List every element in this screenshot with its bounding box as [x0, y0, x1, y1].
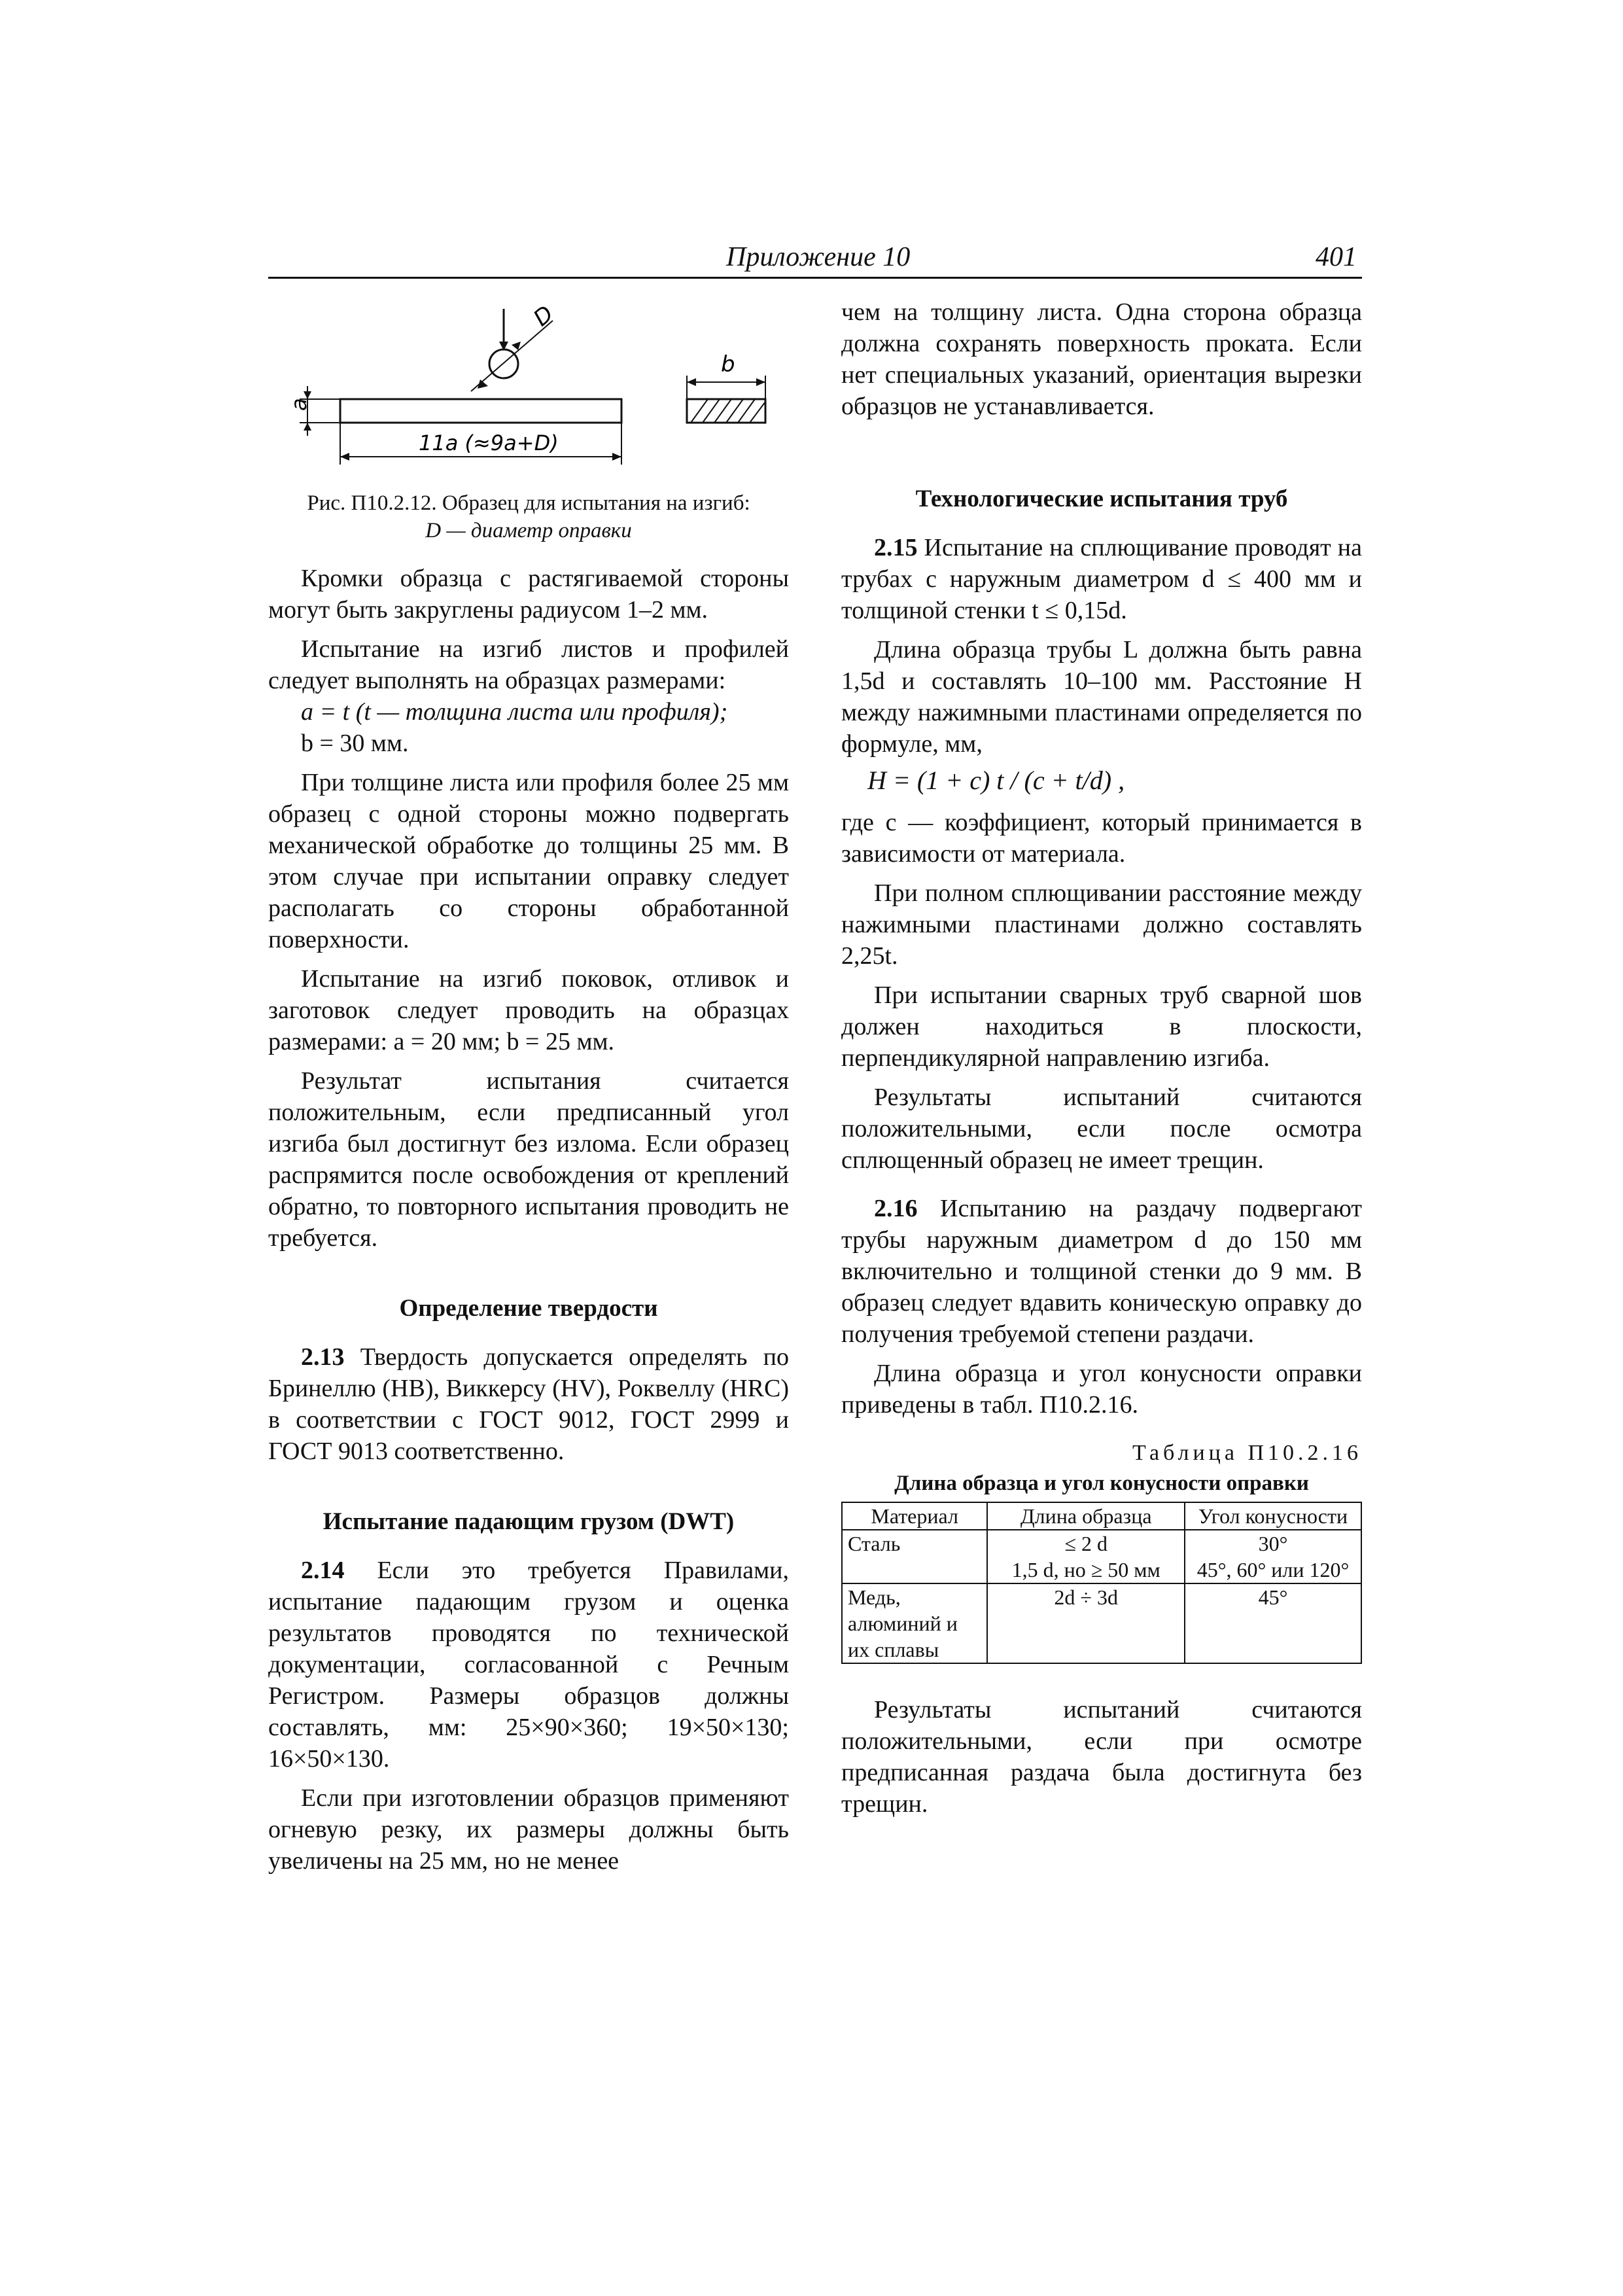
section-text: Если это требуется Правилами, испытание падающим грузом и оценка результатов проводятся по технической документации, согласованной с Речным Регистром. Размеры образцов должны составлять, мм: 25×90×360; 19×50×130; 16×50×130.: [268, 1557, 789, 1773]
table-cell: 1,5 d, но ≥ 50 мм: [987, 1557, 1185, 1583]
section-heading-dwt: Испытание падающим грузом (DWT): [323, 1508, 735, 1535]
left-column: [268, 563, 789, 1877]
table-cell: Медь, алюминий и их сплавы: [842, 1583, 987, 1663]
table-cell: ≤ 2 d: [987, 1530, 1185, 1557]
table-row: [842, 1557, 1361, 1583]
table-header-cell: Материал: [842, 1502, 987, 1530]
table-cell: 45°: [1185, 1583, 1361, 1663]
table-cell: 2d ÷ 3d: [987, 1583, 1185, 1663]
caption-line-1: Рис. П10.2.12. Образец для испытания на изгиб:: [307, 491, 750, 515]
paragraph: Результат испытания считается положительным, если предписанный угол изгиба был достигнут без излома. Если образец распрямится после освобождения от креплений обратно, то повторного испытания проводить не требуется.: [268, 1067, 789, 1252]
paragraph: чем на толщину листа. Одна сторона образца должна сохранять поверхность проката. Если нет специальных указаний, ориентация вырезки образцов не устанавливается.: [841, 298, 1362, 420]
section-2-13: [268, 1341, 789, 1467]
mandrel-table: [841, 1502, 1362, 1664]
table-cell: [842, 1557, 987, 1583]
section-2-15: [841, 532, 1362, 626]
paragraph-item: a = t (t — толщина листа или профиля);: [301, 698, 728, 726]
paragraph: При полном сплющивании расстояние между нажимными пластинами должно составлять 2,25t.: [841, 879, 1362, 970]
paragraph: Результаты испытаний считаются положительными, если после осмотра сплющенный образец не имеет трещин.: [841, 1084, 1362, 1174]
right-column: [841, 296, 1362, 1820]
table-row: [842, 1583, 1361, 1663]
header-title: Приложение 10: [726, 242, 911, 272]
specimen-bar: [340, 399, 621, 423]
section-number: 2.16: [874, 1195, 918, 1222]
paragraph: Длина образца и угол конусности оправки приведены в табл. П10.2.16.: [841, 1360, 1362, 1419]
paragraph: Испытание на изгиб поковок, отливок и заготовок следует проводить на образцах размерами: a = 20 мм; b = 25 мм.: [268, 965, 789, 1055]
section-text: Испытанию на раздачу подвергают трубы наружным диаметром d до 150 мм включительно и толщиной стенки до 9 мм. В образец следует вдавить коническую оправку до получения требуемой степени раздачи.: [841, 1195, 1363, 1348]
label-D: D: [529, 300, 559, 332]
section-heading-pipes: Технологические испытания труб: [915, 486, 1288, 512]
table-cell: 45°, 60° или 120°: [1185, 1557, 1361, 1583]
table-row: [842, 1530, 1361, 1557]
table-title: Длина образца и угол конусности оправки: [894, 1472, 1309, 1495]
paragraph: Результаты испытаний считаются положительными, если при осмотре предписанная раздача была достигнута без трещин.: [841, 1696, 1362, 1818]
formula: H = (1 + c) t / (c + t/d) ,: [867, 766, 1125, 795]
section-text: Твердость допускается определять по Бринеллю (HB), Виккерсу (HV), Роквеллу (HRC) в соответствии с ГОСТ 9012, ГОСТ 2999 и ГОСТ 9013 соответственно.: [268, 1343, 789, 1465]
page-number: 401: [1316, 242, 1357, 272]
section-2-14: [268, 1555, 789, 1775]
paragraph: При испытании сварных труб сварной шов должен находиться в плоскости, перпендикулярной направлению изгиба.: [841, 981, 1362, 1072]
paragraph-item: b = 30 мм.: [301, 730, 409, 757]
paragraph: Длина образца трубы L должна быть равна 1,5d и составлять 10–100 мм. Расстояние H между нажимными пластинами определяется по формуле, мм,: [841, 636, 1362, 758]
table-cell: Сталь: [842, 1530, 987, 1557]
paragraph: Кромки образца с растягиваемой стороны могут быть закруглены радиусом 1–2 мм.: [268, 565, 789, 624]
paragraph: Испытание на изгиб листов и профилей следует выполнять на образцах размерами:: [268, 635, 789, 694]
section-number: 2.13: [301, 1343, 345, 1371]
table-header-cell: Длина образца: [987, 1502, 1185, 1530]
table-cell: 30°: [1185, 1530, 1361, 1557]
table-header-cell: Угол конусности: [1185, 1502, 1361, 1530]
paragraph: При толщине листа или профиля более 25 мм образец с одной стороны можно подвергать механической обработке до толщины 25 мм. В этом случае при испытании оправку следует располагать со стороны обработанной поверхности.: [268, 769, 789, 953]
section-text: Испытание на сплющивание проводят на трубах с наружным диаметром d ≤ 400 мм и толщиной стенки t ≤ 0,15d.: [841, 534, 1362, 624]
bend-specimen-figure: [281, 294, 792, 484]
running-header: [268, 239, 1362, 279]
table-label: Таблица П10.2.16: [1132, 1441, 1362, 1465]
section-number: 2.15: [874, 534, 918, 561]
paragraph: где c — коэффициент, который принимается в зависимости от материала.: [841, 809, 1362, 868]
section-number: 2.14: [301, 1557, 345, 1584]
label-b: b: [721, 351, 735, 378]
label-length: 11a (≈9a+D): [419, 431, 559, 455]
caption-line-2: D — диаметр оправки: [425, 519, 632, 542]
section-2-16: [841, 1193, 1362, 1350]
label-a: a: [287, 398, 311, 411]
section-heading-hardness: Определение твердости: [399, 1295, 658, 1322]
figure-caption: [268, 489, 789, 544]
paragraph: Если при изготовлении образцов применяют огневую резку, их размеры должны быть увеличены на 25 мм, но не менее: [268, 1784, 789, 1875]
table-header-row: [842, 1502, 1361, 1530]
